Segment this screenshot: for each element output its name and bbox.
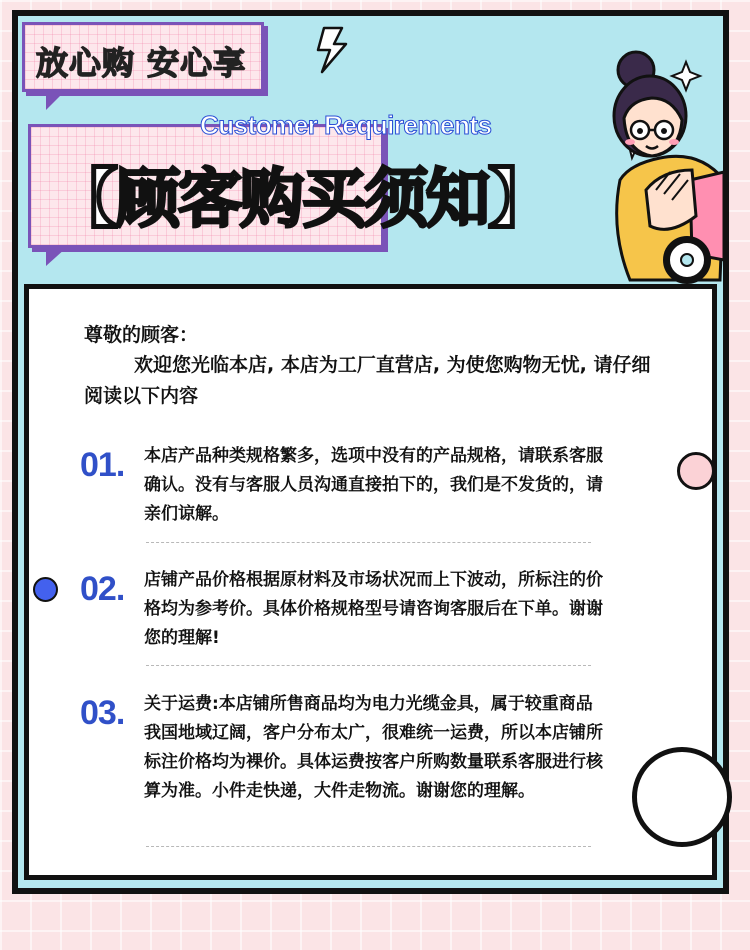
- item-text: 本店产品种类规格繁多，选项中没有的产品规格，请联系客服确认。没有与客服人员沟通直接拍下的，我们是不发货的，请亲们谅解。: [144, 446, 603, 524]
- blue-circle-decoration: [33, 577, 58, 602]
- subtitle-english: Customer Requirements: [200, 110, 492, 140]
- item-number: 01.: [80, 446, 125, 484]
- item-divider: [146, 665, 591, 666]
- item-text: 关于运费:本店铺所售商品均为电力光缆金具，属于较重商品我国地域辽阔，客户分布太广，很难统一运费，所以本店铺所标注价格均为裸价。具体运费按客户所购数量联系客服进行核算为准。小件走快递，大件走物流。谢谢您的理解。: [144, 694, 603, 801]
- ring-decoration: [663, 236, 711, 284]
- lightning-icon: [312, 26, 354, 74]
- item-text: 店铺产品价格根据原材料及市场状况而上下波动，所标注的价格均为参考价。具体价格规格型号请咨询客服后在下单。谢谢您的理解!: [144, 570, 603, 648]
- big-circle-decoration: [632, 747, 732, 847]
- pink-circle-decoration: [677, 452, 715, 490]
- title-box-tail: [46, 248, 66, 266]
- item-number: 02.: [80, 570, 125, 608]
- greeting: 尊敬的顾客：: [84, 324, 199, 346]
- slogan: 放心购 安心享: [36, 44, 247, 82]
- sparkle-icon: [672, 62, 700, 90]
- page-title: 【顾客购买须知】: [54, 163, 550, 237]
- slogan-box-tail: [46, 92, 64, 110]
- item-divider: [146, 542, 591, 543]
- item-number: 03.: [80, 694, 125, 732]
- intro-text: 欢迎您光临本店, 本店为工厂直营店, 为使您购物无忧, 请仔细阅读以下内容: [84, 354, 651, 407]
- item-divider: [146, 846, 591, 847]
